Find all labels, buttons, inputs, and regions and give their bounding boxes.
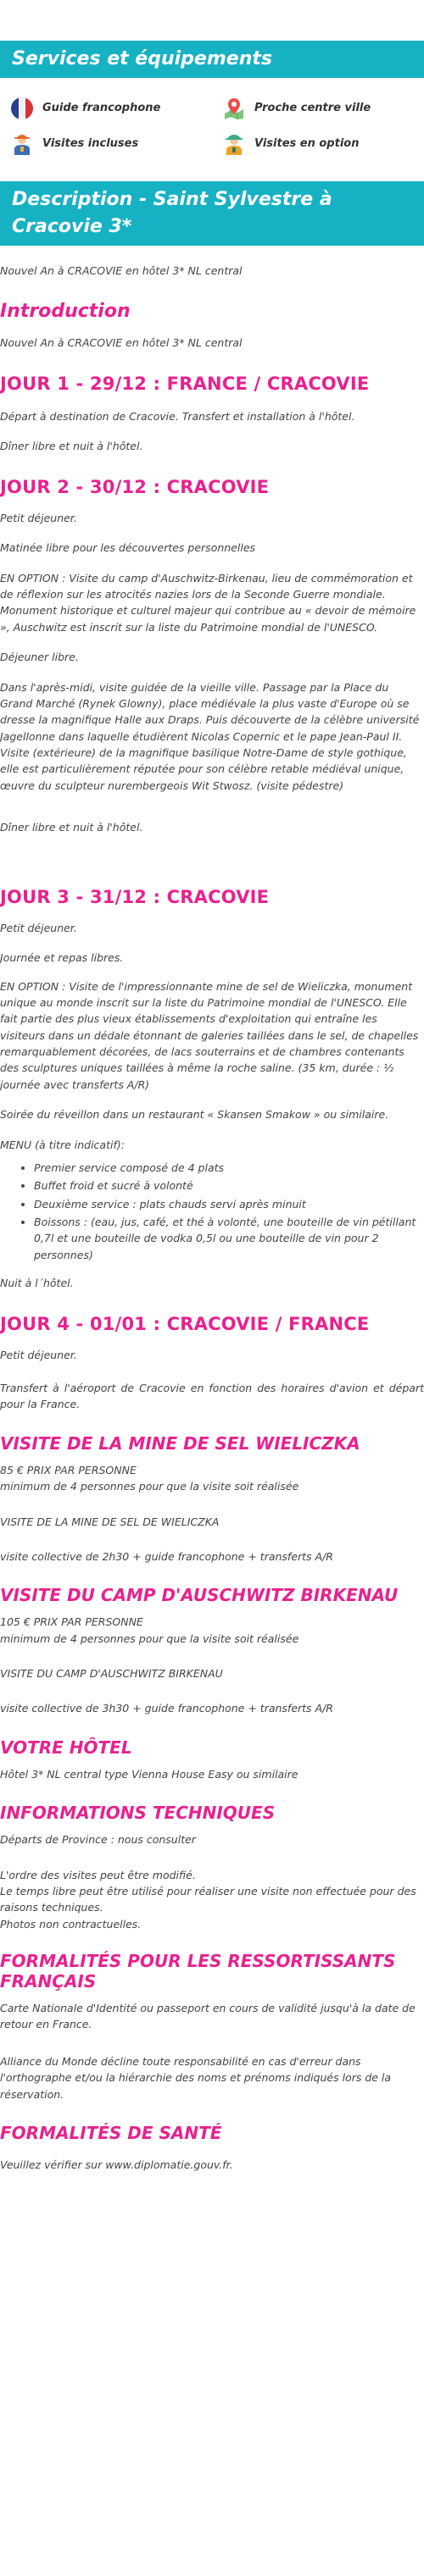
feature-label: Visites incluses [42, 136, 139, 150]
map-pin-icon [222, 97, 246, 120]
camp-price: 105 € PRIX PAR PERSONNE [0, 1615, 143, 1629]
day4-p1: Petit déjeuner. [0, 1348, 77, 1361]
day3-p4: Soirée du réveillon dans un restaurant « Skansen Smakow » ou similaire. [0, 1108, 389, 1122]
tech-heading: INFORMATIONS TECHNIQUES [0, 1803, 276, 1824]
menu-list [0, 1160, 424, 1263]
tourist-option-icon [222, 132, 246, 156]
feature-city-centre [222, 97, 424, 120]
description-intro: Nouvel An à CRACOVIE en hôtel 3* NL central [0, 263, 243, 277]
formalities-p2: Alliance du Monde décline toute responsabilité en cas d'erreur dans l'orthographe et/ou la hiérarchie des noms et prénoms indiqués lors de la réservation. [0, 2054, 392, 2101]
page [0, 41, 424, 2173]
feature-label: Proche centre ville [254, 101, 371, 114]
day3-p3: EN OPTION : Visite de l'impressionnante mine de sel de Wieliczka, monument unique au monde inscrit sur la liste du Patrimoine mondial de l'UNESCO. Elle fait partie des plus vieux établissements d'exploitation qui entraîne les visiteurs dans un dédale étonnant de galeries taillées dans le sel, de chapelles remarquablement décorées, de lacs souterrains et de chambres contenants des sculptures uniques taillées à même la roche saline. (35 km, durée : ½ journée avec transferts A/R) [0, 979, 419, 1091]
day3-p2: Journée et repas libres. [0, 951, 124, 965]
tech-line3: Photos non contractuelles. [0, 1917, 142, 1931]
formalities-p1: Carte Nationale d'Identité ou passeport en cours de validité jusqu'à la date de retour en France. [0, 2002, 416, 2031]
feature-label: Guide francophone [42, 101, 161, 114]
day3-p5: MENU (à titre indicatif): [0, 1138, 125, 1151]
day4-heading: JOUR 4 - 01/01 : CRACOVIE / FRANCE [0, 1313, 370, 1334]
day2-p5: Dans l'après-midi, visite guidée de la vieille ville. Passage par la Place du Grand Marché (Rynek Glowny), place médiévale la plus vaste d'Europe où se dresse la magnifique Halle aux Draps. Puis découverte de la célèbre université Jagellonne dans laquelle étudièrent Nicolas Copernic et le pape Jean-Paul II. Visite (extérieure) de la magnifique basilique Notre-Dame de style gothique, elle est particulièrement réputée pour son célèbre retable médiéval unique, œuvre du sculpteur nurembergeois Wit Stwosz. (visite pédestre) [0, 680, 420, 792]
day1-p2: Dîner libre et nuit à l'hôtel. [0, 440, 143, 453]
day2-p6: Dîner libre et nuit à l'hôtel. [0, 821, 143, 834]
camp-details: visite collective de 3h30 + guide francophone + transferts A/R [0, 1702, 333, 1715]
feature-included-visits [10, 132, 222, 156]
services-list [0, 78, 424, 181]
day3-heading: JOUR 3 - 31/12 : CRACOVIE [0, 886, 270, 907]
description-content [0, 263, 424, 2174]
formalities-heading: FORMALITÉS POUR LES RESSORTISSANTS FRANÇAIS [0, 1951, 396, 1992]
menu-item: • Boissons : (eau, jus, café, et thé à volonté, une bouteille de vin pétillant 0,7l et une bouteille de vodka 0,5l ou une bouteille de vin pour 2 personnes) [34, 1214, 424, 1263]
french-flag-icon [10, 97, 34, 120]
camp-heading: VISITE DU CAMP D'AUSCHWITZ BIRKENAU [0, 1585, 399, 1606]
feature-optional-visits [222, 132, 424, 156]
day2-p4: Déjeuner libre. [0, 651, 79, 664]
tech-line2: Le temps libre peut être utilisé pour réaliser une visite non effectuée pour des raisons techniques. [0, 1884, 416, 1914]
hotel-heading: VOTRE HÔTEL [0, 1737, 132, 1758]
menu-item: • Buffet froid et sucré à volonté [34, 1177, 424, 1194]
day1-heading: JOUR 1 - 29/12 : FRANCE / CRACOVIE [0, 373, 370, 394]
tech-line1: L'ordre des visites peut être modifié. [0, 1868, 196, 1881]
mine-details: visite collective de 2h30 + guide francophone + transferts A/R [0, 1549, 333, 1563]
day3-p1: Petit déjeuner. [0, 921, 77, 934]
description-banner: Description - Saint Sylvestre à Cracovie 3* [0, 181, 424, 246]
tech-p1: Départs de Province : nous consulter [0, 1833, 196, 1847]
health-heading: FORMALITÉS DE SANTÉ [0, 2122, 222, 2143]
tourist-guide-icon [10, 132, 34, 156]
services-banner: Services et équipements [0, 41, 424, 78]
day2-p1: Petit déjeuner. [0, 511, 77, 524]
day1-p1: Départ à destination de Cracovie. Transfert et installation à l'hôtel. [0, 410, 355, 423]
mine-heading: VISITE DE LA MINE DE SEL WIELICZKA [0, 1432, 360, 1454]
mine-minimum: minimum de 4 personnes pour que la visite soit réalisée [0, 1480, 299, 1493]
introduction-heading: Introduction [0, 301, 131, 323]
menu-item: • Deuxième service : plats chauds servi après minuit [34, 1196, 424, 1212]
hotel-text: Hôtel 3* NL central type Vienna House Easy ou similaire [0, 1767, 298, 1781]
feature-french-guide [10, 97, 222, 120]
mine-name: VISITE DE LA MINE DE SEL DE WIELICZKA [0, 1515, 220, 1528]
menu-item: • Premier service composé de 4 plats [34, 1160, 424, 1176]
feature-label: Visites en option [254, 136, 360, 150]
day2-heading: JOUR 2 - 30/12 : CRACOVIE [0, 476, 270, 497]
day2-p2: Matinée libre pour les découvertes personnelles [0, 541, 256, 555]
day3-p6: Nuit à l´hôtel. [0, 1277, 74, 1290]
mine-price: 85 € PRIX PAR PERSONNE [0, 1463, 137, 1476]
health-p1: Veuillez vérifier sur www.diplomatie.gouv.fr. [0, 2158, 233, 2171]
day2-p3: EN OPTION : Visite du camp d'Auschwitz-Birkenau, lieu de commémoration et de réflexion sur les atrocités nazies lors de la Seconde Guerre mondiale. Monument historique et culturel majeur qui contribue au « devoir de mémoire », Auschwitz est inscrit sur la liste du Patrimoine mondial de l'UNESCO. [0, 571, 416, 634]
day4-p2: Transfert à l'aéroport de Cracovie en fonction des horaires d'avion et départ pour la France. [0, 1382, 424, 1411]
introduction-text: Nouvel An à CRACOVIE en hôtel 3* NL central [0, 336, 243, 350]
camp-minimum: minimum de 4 personnes pour que la visite soit réalisée [0, 1631, 299, 1645]
camp-name: VISITE DU CAMP D'AUSCHWITZ BIRKENAU [0, 1667, 223, 1681]
